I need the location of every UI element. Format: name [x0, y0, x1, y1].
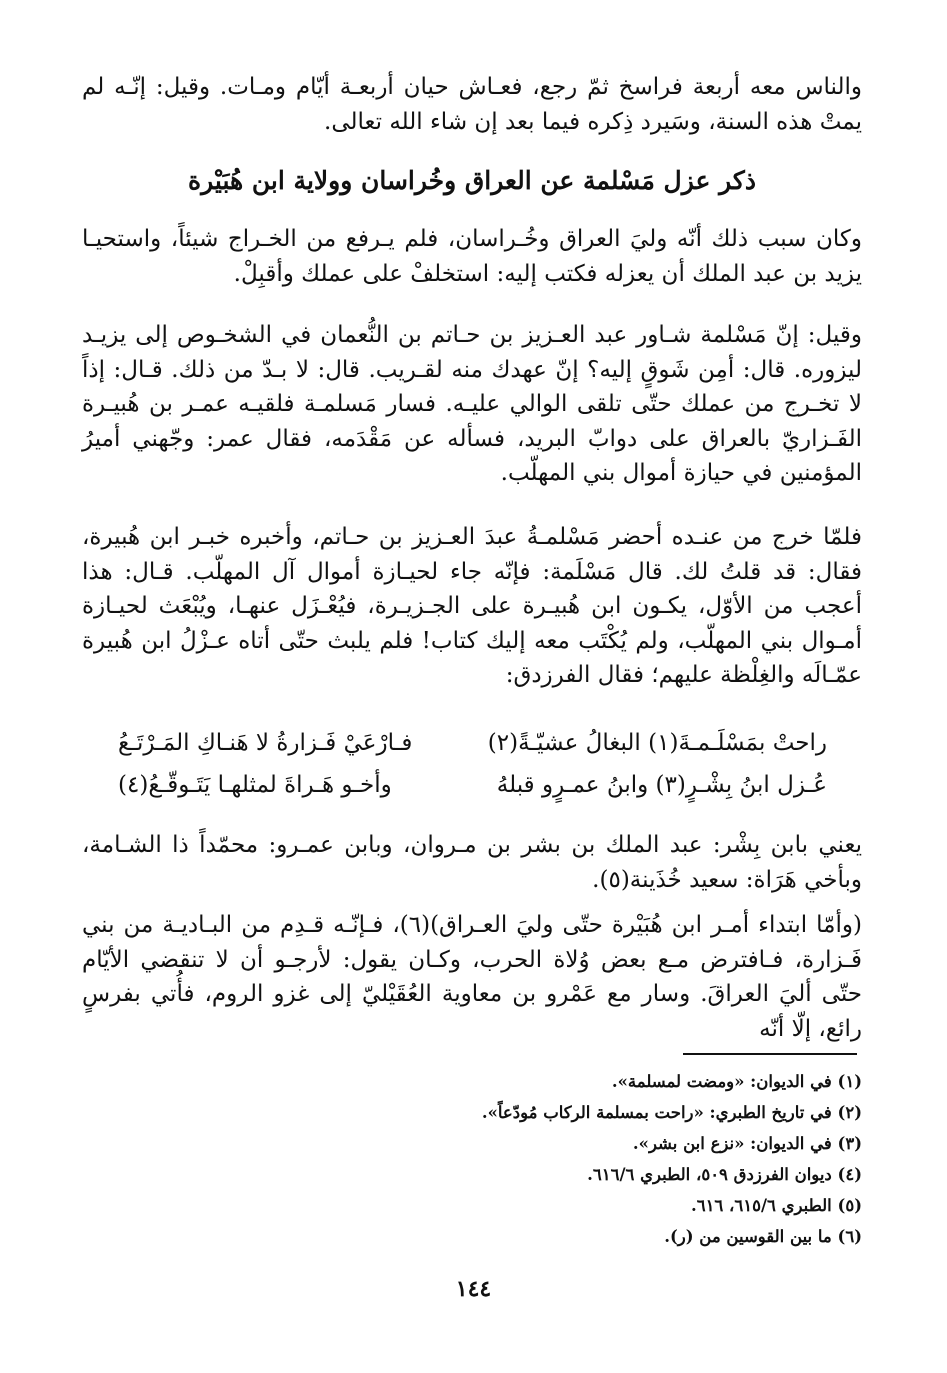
page-number: ١٤٤ [455, 1276, 492, 1302]
footnote-5: (٥) الطبري ٦١٥/٦، ٦١٦. [690, 1196, 862, 1215]
verse-2-second-hemistich: وأخـو هَـراةَ لمثلهـا يَتَـوقّـعُ(٤) [118, 772, 392, 798]
footnote-2: (٢) في تاريخ الطبري: «راحت بمسلمة الركاب مُودّعاً». [481, 1103, 862, 1122]
footnote-3: (٣) في الديوان: «نزع ابن بشر». [632, 1134, 862, 1153]
paragraph-dismissal: فلمّا خرج من عنـده أحضر مَسْلمـةُ عبدَ العـزيز بن حـاتم، وأخبره خبـر ابن هُبيرة، فقال: قد قلتُ لك. قال مَسْلَمة: فإنّه جاء لحيـازة أموال آل المهلّب. قـال: هذا أعجب من الأوّل، يكـون ابن هُبيـرة على الجـزيـرة، فيُعْـزَل عنهـا، ويُبْعَث لحيـازة أمـوال بني المهلّب، ولم يُكْتَب معه إليك كتاب! فلم يلبث حتّى أتاه عـزْلُ ابن هُبيرة عمّـالَه والغِلْظة عليهم؛ فقال الفرزدق: [82, 524, 862, 688]
paragraph-consultation: وقيل: إنّ مَسْلمة شـاور عبد العـزيز بن حـاتم بن النُّعمان في الشخـوص إلى يزيـد ليزوره. قال: أمِن شَوقٍ إليه؟ إنّ عهدك منه لقـريب. قال: لا بـدّ من ذلك. قـال: إذاً لا تخـرج من عملك حتّى تلقى الوالي عليـه. فسار مَسلمـة فلقيـه عمـر بن هُبيـرة الفَـزاريّ بالعراق على دوابّ البريد، فسأله عن مَقْدَمه، فقال عمر: وجّهني أميرُ المؤمنين في حيازة أموال بني المهلّب. [82, 322, 862, 486]
verse-2-first-hemistich: عُـزل ابنُ بِشْـرٍ(٣) وابنُ عمـرٍو قبلهُ [496, 772, 827, 798]
paragraph-cause: وكان سبب ذلك أنّه وليَ العراق وخُـراسان، فلم يـرفع من الخـراج شيئاً، واستحيـا يزيد بن عبد الملك أن يعزله فكتب إليه: استخلفْ على عملك وأقبِلْ. [82, 226, 862, 287]
footnote-6: (٦) ما بين القوسين من (ر). [664, 1227, 862, 1246]
section-heading: ذكر عزل مَسْلمة عن العراق وخُراسان وولاية ابن هُبَيْرة [188, 166, 756, 195]
footnote-4: (٤) ديوان الفرزدق ٥٠٩، الطبري ٦١٦/٦. [587, 1165, 862, 1184]
footnote-1: (١) في الديوان: «ومضت لمسلمة». [611, 1072, 862, 1091]
paragraph-explanation: يعني بابن بِشْر: عبد الملك بن بشر بن مـروان، وبابن عمـرو: محمّداً ذا الشـامة، وبأخي هَرَاة: سعيد خُذَينة(٥). [82, 832, 862, 893]
verse-1-second-hemistich: فـارْعَيْ فَـزارةُ لا هَنـاكِ المَـرْتَـعُ [118, 730, 413, 756]
verse-1-first-hemistich: راحتْ بمَسْلَـمـةَ(١) البغالُ عشيّـةً(٢) [487, 730, 827, 756]
paragraph-ibn-hubayra: (وأمّا ابتداء أمـر ابن هُبَيْرة حتّى وليَ العـراق)(٦)، فـإنّـه قـدِم من البـاديـة من بني فَـزارة، فـافترض مـع بعض وُلاة الحرب، وكـان يقول: لأرجـو أن لا تنقضي الأيّام حتّى أليَ العراقَ. وسار مع عَمْرو بن معاوية العُقَيْليّ إلى غزو الروم، فأُتي بفرسٍ رائع، إلّا أنّه [82, 912, 862, 1042]
footnote-separator [683, 1053, 857, 1055]
paragraph-opening: والناس معه أربعة فراسخ ثمّ رجع، فعـاش حيان أربعـة أيّام ومـات. وقيل: إنّـه لم يمتْ هذه السنة، وسَيرد ذِكره فيما بعد إن شاء الله تعالى. [82, 74, 862, 135]
